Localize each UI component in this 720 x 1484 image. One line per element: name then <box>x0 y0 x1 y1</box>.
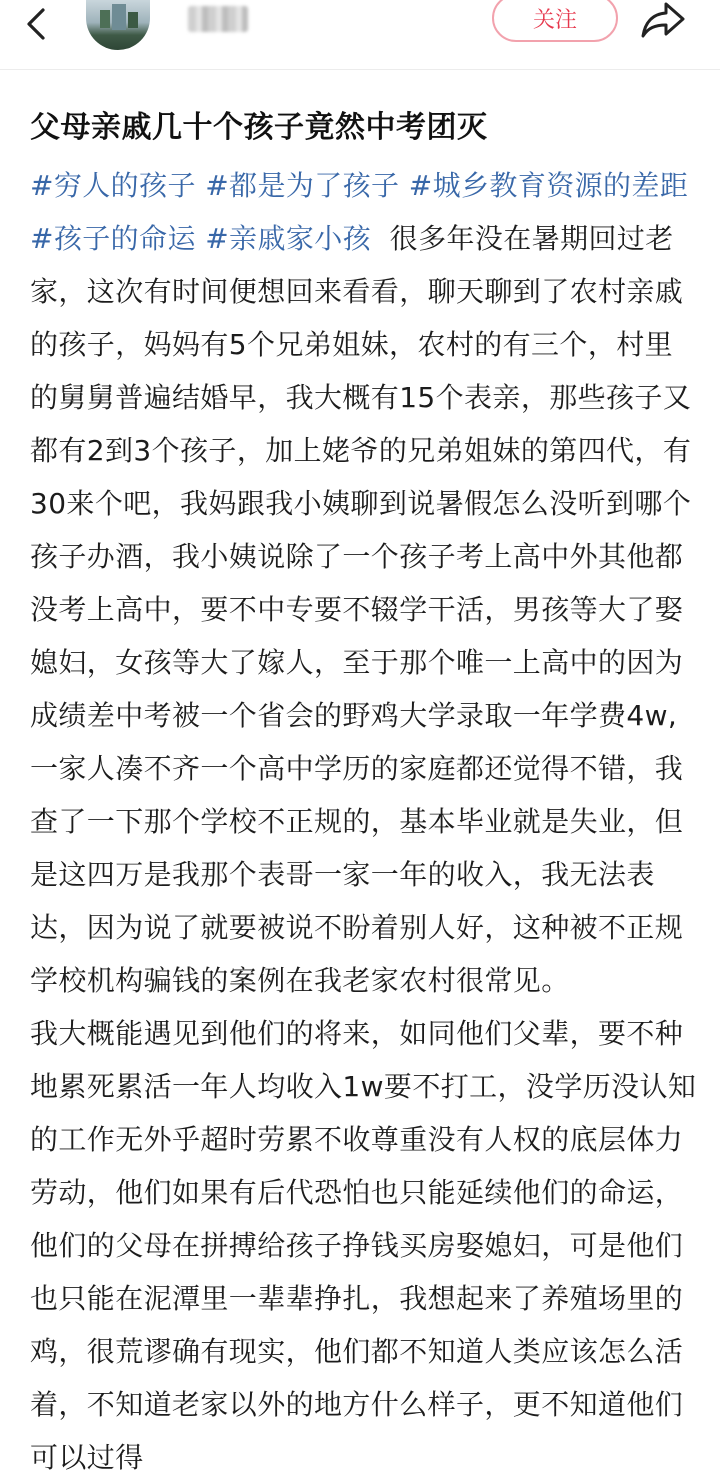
share-button[interactable] <box>638 0 688 40</box>
avatar[interactable] <box>86 0 150 50</box>
share-arrow-icon <box>640 1 686 39</box>
hashtag-5[interactable]: #亲戚家小孩 <box>205 222 372 255</box>
post-paragraph-2: 我大概能遇见到他们的将来，如同他们父辈，要不种地累死累活一年人均收入1w要不打工，没学历没认知的工作无外乎超时劳累不收尊重没有人权的底层体力劳动，他们如果有后代恐怕也只能延续他们的命运，他们的父母在拼搏给孩子挣钱买房娶媳妇，可是他们也只能在泥潭里一辈辈挣扎，我想起来了养殖场里的鸡，很荒谬确有现实，他们都不知道人类应该怎么活着，不知道老家以外的地方什么样子，更不知道他们可以过得 <box>30 1017 697 1474</box>
post-title: 父母亲戚几十个孩子竟然中考团灭 <box>30 110 488 145</box>
back-button[interactable] <box>14 6 58 42</box>
post-body <box>30 159 698 1484</box>
chevron-left-icon <box>25 7 47 41</box>
hashtag-4[interactable]: #孩子的命运 <box>30 222 196 255</box>
hashtag-2[interactable]: #都是为了孩子 <box>205 169 400 202</box>
top-bar <box>0 0 720 70</box>
follow-button[interactable]: 关注 <box>492 0 618 42</box>
hashtag-3[interactable]: #城乡教育资源的差距 <box>408 169 689 202</box>
post-paragraph-1: 很多年没在暑期回过老家，这次有时间便想回来看看，聊天聊到了农村亲戚的孩子，妈妈有5个兄弟姐妹，农村的有三个，村里的舅舅普遍结婚早，我大概有15个表亲，那些孩子又都有2到3个孩子，加上姥爷的兄弟姐妹的第四代，有30来个吧，我妈跟我小姨聊到说暑假怎么没听到哪个孩子办酒，我小姨说除了一个孩子考上高中外其他都没考上高中，要不中专要不辍学干活，男孩等大了娶媳妇，女孩等大了嫁人，至于那个唯一上高中的因为成绩差中考被一个省会的野鸡大学录取一年学费4w,一家人凑不齐一个高中学历的家庭都还觉得不错，我查了一下那个学校不正规的，基本毕业就是失业，但是这四万是我那个表哥一家一年的收入，我无法表达，因为说了就要被说不盼着别人好，这种被不正规学校机构骗钱的案例在我老家农村很常见。 <box>30 222 692 997</box>
hashtag-1[interactable]: #穷人的孩子 <box>30 169 196 202</box>
username-blurred[interactable] <box>188 6 248 32</box>
